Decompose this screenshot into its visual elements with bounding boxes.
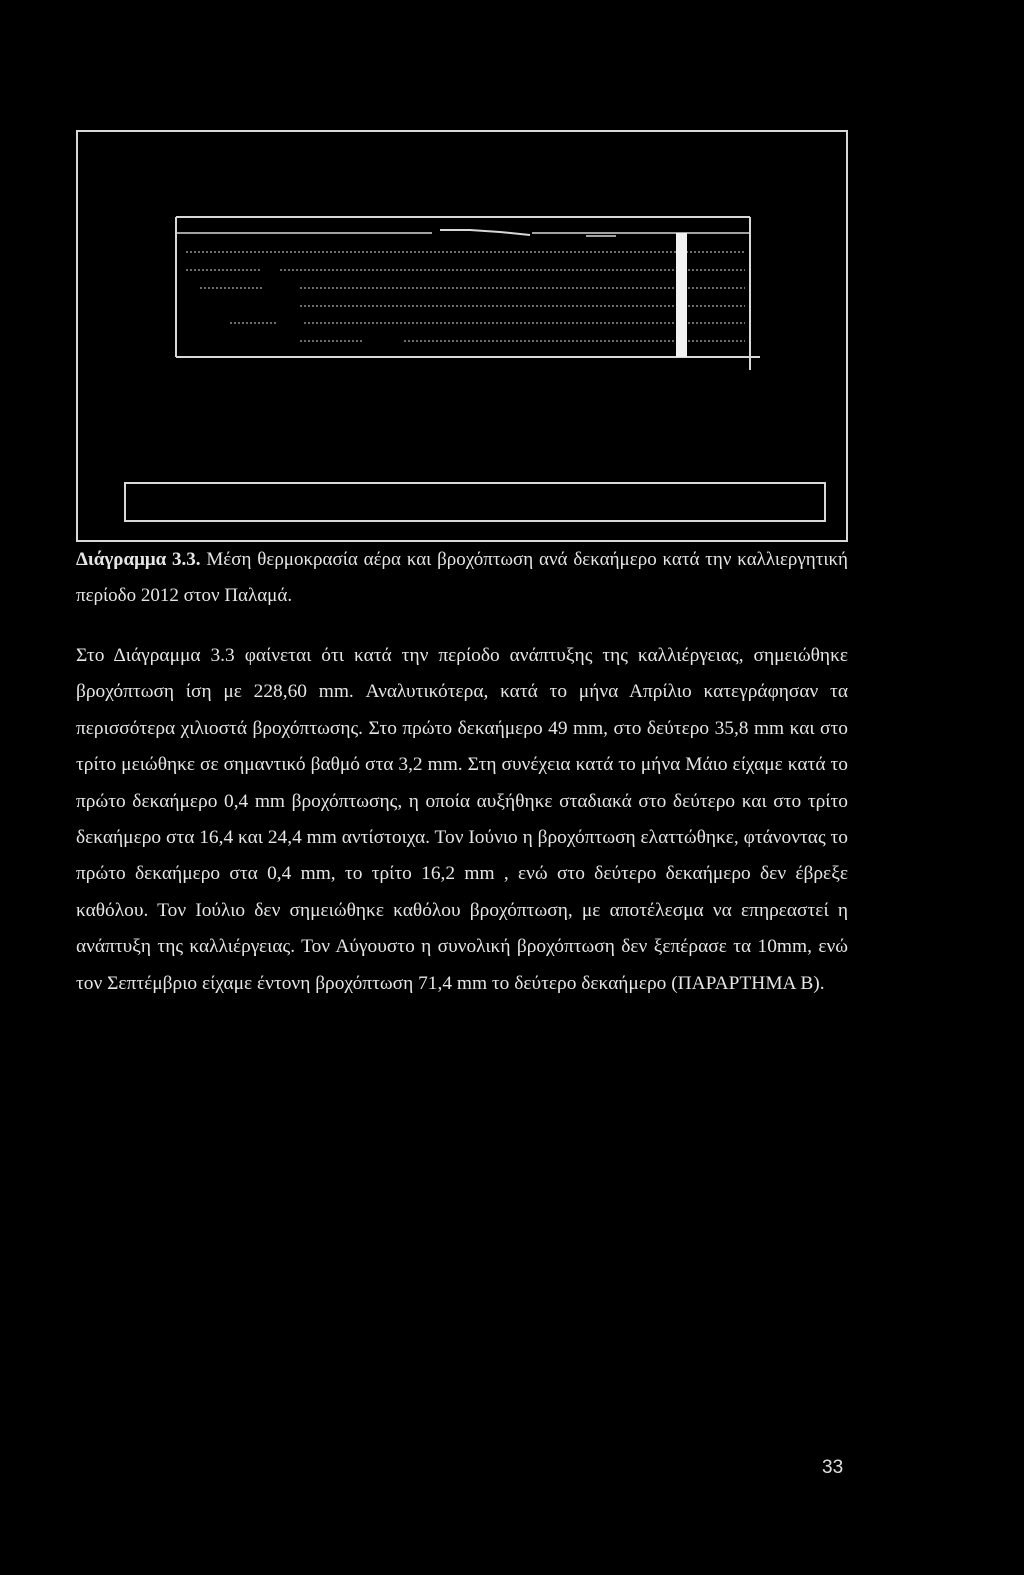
caption-text: Μέση θερμοκρασία αέρα και βροχόπτωση ανά δεκαήμερο κατά την καλλιεργητική περίοδο 2012 στον Παλαμά.: [76, 549, 848, 606]
dotted-gridlines: [186, 252, 745, 341]
chart-plot-remnant: [0, 0, 1024, 560]
legend-box: [124, 482, 826, 522]
body-paragraph: Στο Διάγραμμα 3.3 φαίνεται ότι κατά την περίοδο ανάπτυξης της καλλιέργειας, σημειώθηκε βροχόπτωση ίση με 228,60 mm. Αναλυτικότερα, κατά το μήνα Απρίλιο κατεγράφησαν τα περισσότερα χιλιοστά βροχόπτωσης. Στο πρώτο δεκαήμερο 49 mm, στο δεύτερο 35,8 mm και στο τρίτο μειώθηκε σε σημαντικό βαθμό στα 3,2 mm. Στη συνέχεια κατά το μήνα Μάιο είχαμε κατά το πρώτο δεκαήμερο 0,4 mm βροχόπτωσης, η οποία αυξήθηκε σταδιακά στο δεύτερο και στο τρίτο δεκαήμερο στα 16,4 και 24,4 mm αντίστοιχα. Τον Ιούνιο η βροχόπτωση ελαττώθηκε, φτάνοντας το πρώτο δεκαήμερο στα 0,4 mm, το τρίτο 16,2 mm , ενώ στο δεύτερο δεκαήμερο δεν έβρεξε καθόλου. Τον Ιούλιο δεν σημειώθηκε καθόλου βροχόπτωση, με αποτέλεσμα να επηρεαστεί η ανάπτυξη της καλλιέργειας. Τον Αύγουστο η συνολική βροχόπτωση δεν ξεπέρασε τα 10mm, ενώ τον Σεπτέμβριο είχαμε έντονη βροχόπτωση 71,4 mm το δεύτερο δεκαήμερο (ΠΑΡΑΡΤΗΜΑ Β).: [76, 645, 848, 994]
figure-caption: [76, 542, 848, 614]
rainfall-bar: [676, 233, 687, 357]
caption-label: Διάγραμμα 3.3.: [76, 549, 201, 570]
page-number: 33: [822, 1457, 844, 1478]
